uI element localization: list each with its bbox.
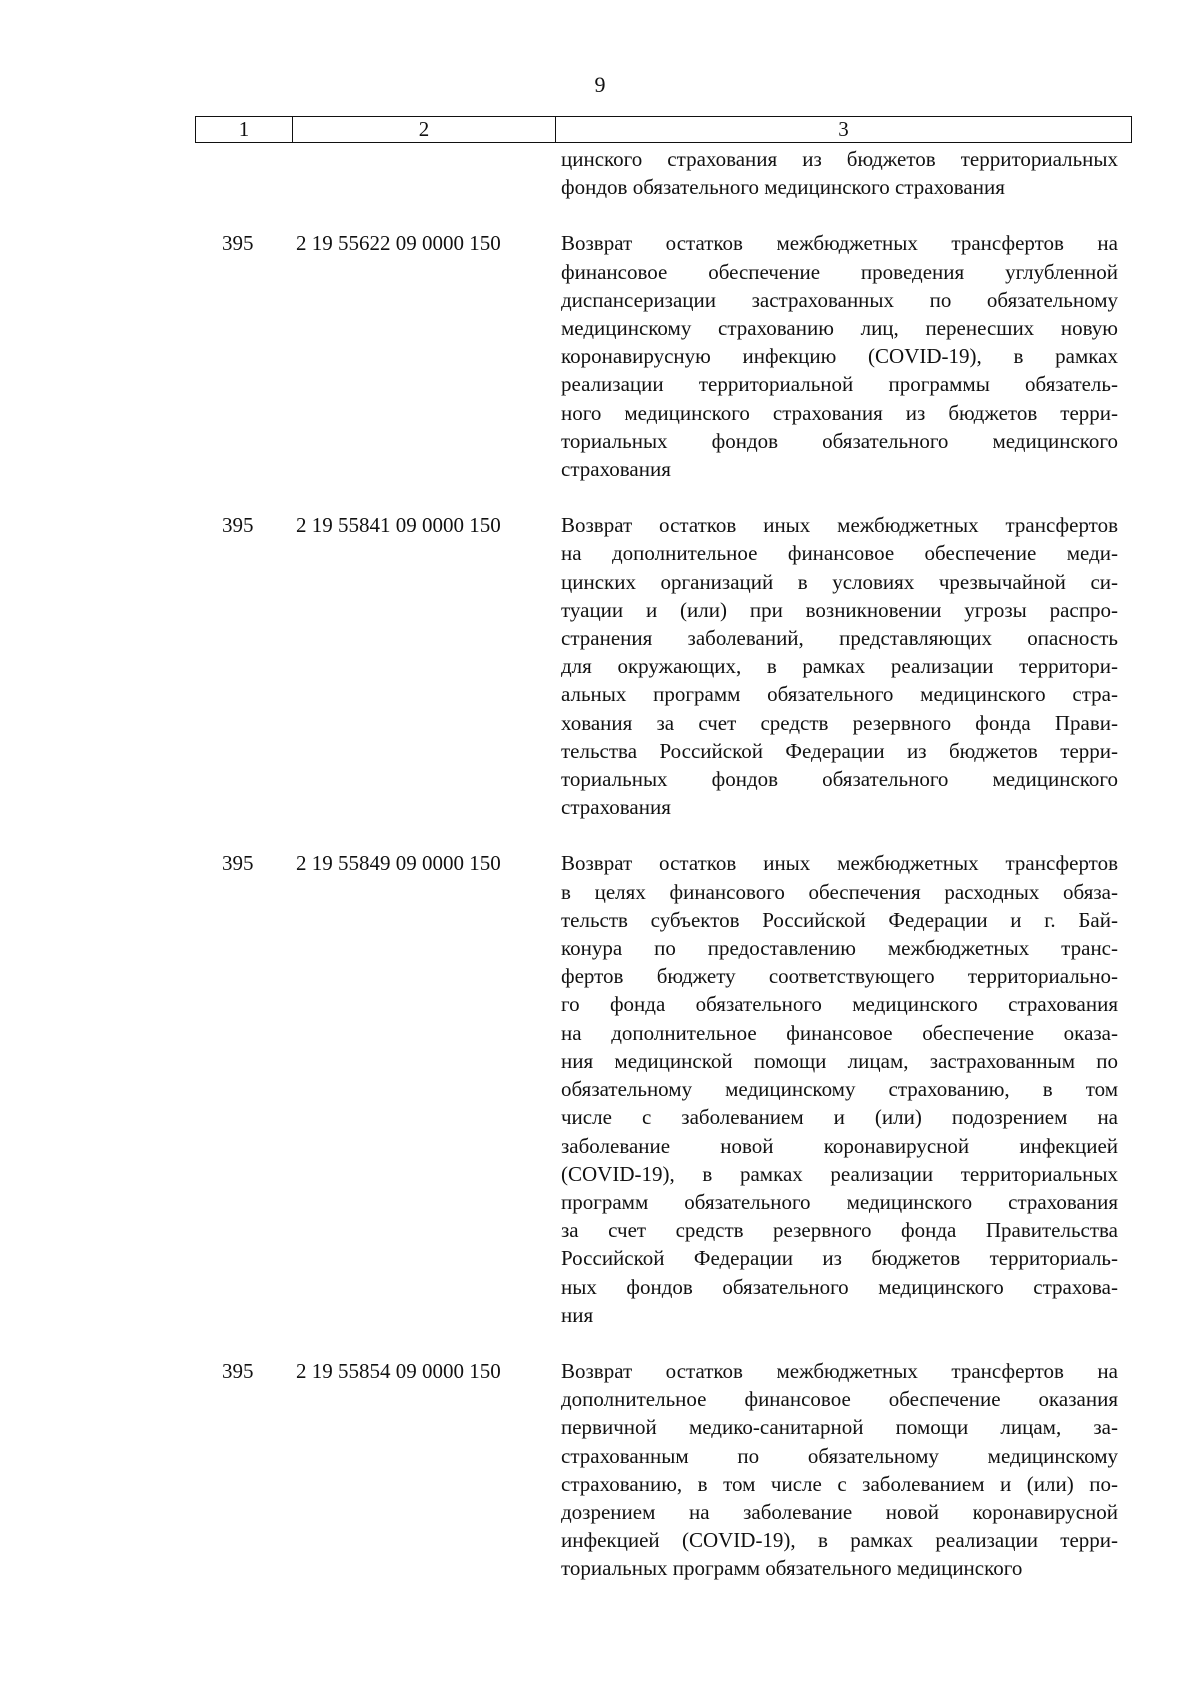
row-gap [195,821,1132,849]
row-number: 395 [222,513,254,538]
description-line: реализации территориальной программы обязатель- [561,372,1118,397]
row-number [195,145,292,201]
table-body [195,145,1132,1583]
description [555,145,1118,201]
description-line: для окружающих, в рамках реализации территори- [561,654,1118,679]
header-col-1: 1 [196,117,293,142]
header-col-3: 3 [838,117,849,141]
description [555,1357,1118,1583]
description-line: финансовое обеспечение проведения углубленной [561,259,1118,284]
budget-code: 2 19 55841 09 0000 150 [296,513,501,538]
description-line: диспансеризации застрахованных по обязательному [561,287,1118,312]
description-line: страхованным по обязательному медицинскому [561,1443,1118,1468]
description-line: фондов обязательного медицинского страхования [561,175,1005,200]
description-line: ния [561,1302,594,1327]
description-line: дозрением на заболевание новой коронавирусной [561,1499,1118,1524]
description-line: го фонда обязательного медицинского страхования [561,992,1118,1017]
description-line: ного медицинского страхования из бюджетов терри- [561,400,1118,425]
description [555,511,1118,821]
table-header [195,116,1132,143]
description-line: программ обязательного медицинского страхования [561,1189,1118,1214]
description-line: ториальных фондов обязательного медицинского [561,767,1118,792]
description-line: тельств субъектов Российской Федерации и г. Бай- [561,907,1118,932]
description-line: обязательному медицинскому страхованию, в том [561,1077,1118,1102]
budget-code: 2 19 55622 09 0000 150 [296,231,501,256]
description-line: альных программ обязательного медицинского стра- [561,682,1118,707]
description-line: заболевание новой коронавирусной инфекцией [561,1133,1118,1158]
description [555,229,1118,483]
description-line: на дополнительное финансовое обеспечение оказа- [561,1020,1118,1045]
row-gap [195,483,1132,511]
table-row [195,849,1132,1328]
row-number: 395 [222,1358,254,1383]
description-line: инфекцией (COVID-19), в рамках реализации терри- [561,1528,1118,1553]
description-line: цинских организаций в условиях чрезвычайной си- [561,569,1118,594]
description-line: первичной медико-санитарной помощи лицам, за- [561,1415,1118,1440]
description-line: (COVID-19), в рамках реализации территориальных [561,1161,1118,1186]
description-line: Возврат остатков межбюджетных трансфертов на [561,231,1118,256]
description-line: коронавирусную инфекцию (COVID-19), в рамках [561,344,1118,369]
description-line: на дополнительное финансовое обеспечение меди- [561,541,1118,566]
row-gap [195,1329,1132,1357]
description-line: ния медицинской помощи лицам, застрахованным по [561,1048,1118,1073]
header-col-2: 2 [293,117,556,142]
description-line: цинского страхования из бюджетов территориальных [561,147,1118,171]
row-number: 395 [222,231,254,256]
description-line: Возврат остатков иных межбюджетных трансфертов [561,851,1118,876]
budget-code: 2 19 55849 09 0000 150 [296,851,501,876]
description-line: ных фондов обязательного медицинского страхова- [561,1274,1118,1299]
row-number: 395 [222,851,254,876]
budget-code: 2 19 55854 09 0000 150 [296,1358,501,1383]
table-row [195,511,1132,821]
description-line: странения заболеваний, представляющих опасность [561,626,1118,651]
description-line: дополнительное финансовое обеспечение оказания [561,1387,1118,1412]
description-line: ториальных фондов обязательного медицинского [561,428,1118,453]
description-line: туации и (или) при возникновении угрозы распро- [561,597,1118,622]
description-line: в целях финансового обеспечения расходных обяза- [561,879,1118,904]
description-line: медицинскому страхованию лиц, перенесших новую [561,316,1118,341]
description-line: числе с заболеванием и (или) подозрением на [561,1105,1118,1130]
description-line: фертов бюджету соответствующего территориально- [561,964,1118,989]
description-line: конура по предоставлению межбюджетных транс- [561,936,1118,961]
budget-code [292,145,555,201]
description-line: Возврат остатков межбюджетных трансфертов на [561,1358,1118,1383]
description-line: ториальных программ обязательного медицинского [561,1556,1023,1581]
description-line: хования за счет средств резервного фонда Прави- [561,710,1118,735]
page-number: 9 [594,72,606,97]
description [555,849,1118,1328]
description-line: страхования [561,795,671,820]
description-line: за счет средств резервного фонда Правительства [561,1218,1118,1243]
table-row [195,1357,1132,1583]
description-line: Российской Федерации из бюджетов территориаль- [561,1246,1118,1271]
row-gap [195,201,1132,229]
description-line: Возврат остатков иных межбюджетных трансфертов [561,513,1118,538]
description-line: страхованию, в том числе с заболеванием и (или) по- [561,1471,1118,1496]
table-row [195,145,1132,201]
table-row [195,229,1132,483]
description-line: страхования [561,457,671,482]
description-line: тельства Российской Федерации из бюджетов терри- [561,738,1118,763]
